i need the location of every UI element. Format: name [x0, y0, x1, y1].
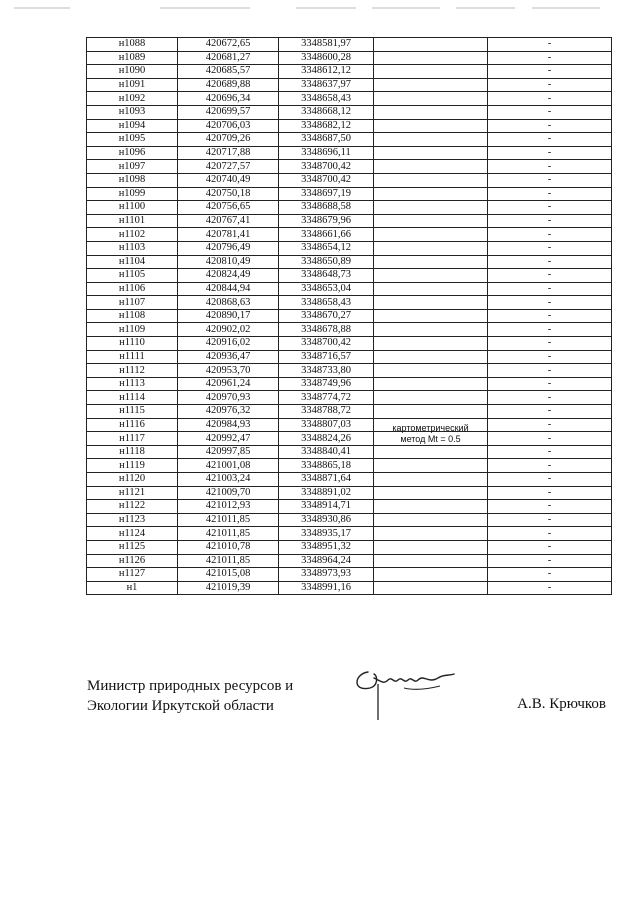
error-value-cell: - — [488, 554, 612, 568]
error-value-cell: - — [488, 540, 612, 554]
signer-position — [87, 676, 293, 716]
table-row — [87, 473, 612, 487]
error-value-cell: - — [488, 105, 612, 119]
table-row — [87, 269, 612, 283]
method-cell — [374, 309, 488, 323]
error-value-cell: - — [488, 445, 612, 459]
error-value-cell: - — [488, 146, 612, 160]
method-cell — [374, 473, 488, 487]
x-coordinate-cell: 420997,85 — [178, 445, 279, 459]
error-value-cell: - — [488, 296, 612, 310]
table-row — [87, 228, 612, 242]
y-coordinate-cell: 3348700,42 — [279, 337, 374, 351]
table-row — [87, 377, 612, 391]
point-name-cell: н1116 — [87, 418, 178, 432]
point-name-cell: н1091 — [87, 78, 178, 92]
signer-name: А.В. Крючков — [517, 696, 606, 712]
error-value-cell: - — [488, 65, 612, 79]
x-coordinate-cell: 421011,85 — [178, 554, 279, 568]
table-row — [87, 459, 612, 473]
x-coordinate-cell: 421009,70 — [178, 486, 279, 500]
method-label-line-1: картометрический — [392, 423, 469, 434]
y-coordinate-cell: 3348700,42 — [279, 160, 374, 174]
y-coordinate-cell: 3348991,16 — [279, 581, 374, 595]
x-coordinate-cell: 420976,32 — [178, 405, 279, 419]
point-name-cell: н1112 — [87, 364, 178, 378]
x-coordinate-cell: 420706,03 — [178, 119, 279, 133]
point-name-cell: н1102 — [87, 228, 178, 242]
table-row — [87, 405, 612, 419]
method-cell — [374, 459, 488, 473]
error-value-cell: - — [488, 160, 612, 174]
x-coordinate-cell: 420936,47 — [178, 350, 279, 364]
x-coordinate-cell: 420685,57 — [178, 65, 279, 79]
table-row — [87, 540, 612, 554]
point-name-cell: н1122 — [87, 500, 178, 514]
y-coordinate-cell: 3348935,17 — [279, 527, 374, 541]
x-coordinate-cell: 420681,27 — [178, 51, 279, 65]
x-coordinate-cell: 420750,18 — [178, 187, 279, 201]
y-coordinate-cell: 3348612,12 — [279, 65, 374, 79]
y-coordinate-cell: 3348774,72 — [279, 391, 374, 405]
x-coordinate-cell: 421010,78 — [178, 540, 279, 554]
table-row — [87, 78, 612, 92]
y-coordinate-cell: 3348716,57 — [279, 350, 374, 364]
point-name-cell: н1110 — [87, 337, 178, 351]
table-row — [87, 309, 612, 323]
x-coordinate-cell: 421011,85 — [178, 513, 279, 527]
method-cell — [374, 554, 488, 568]
method-cell — [374, 105, 488, 119]
x-coordinate-cell: 420699,57 — [178, 105, 279, 119]
coordinates-table — [86, 37, 612, 595]
y-coordinate-cell: 3348951,32 — [279, 540, 374, 554]
method-cell — [374, 500, 488, 514]
point-name-cell: н1123 — [87, 513, 178, 527]
x-coordinate-cell: 420717,88 — [178, 146, 279, 160]
table-row — [87, 581, 612, 595]
error-value-cell: - — [488, 309, 612, 323]
y-coordinate-cell: 3348840,41 — [279, 445, 374, 459]
error-value-cell: - — [488, 568, 612, 582]
error-value-cell: - — [488, 432, 612, 446]
method-cell — [374, 65, 488, 79]
method-cell — [374, 173, 488, 187]
table-row — [87, 432, 612, 446]
table-row — [87, 337, 612, 351]
x-coordinate-cell: 420953,70 — [178, 364, 279, 378]
x-coordinate-cell: 421011,85 — [178, 527, 279, 541]
error-value-cell: - — [488, 214, 612, 228]
method-cell — [374, 445, 488, 459]
method-cell — [374, 540, 488, 554]
point-name-cell: н1093 — [87, 105, 178, 119]
point-name-cell: н1100 — [87, 201, 178, 215]
table-row — [87, 105, 612, 119]
y-coordinate-cell: 3348865,18 — [279, 459, 374, 473]
point-name-cell: н1092 — [87, 92, 178, 106]
method-cell — [374, 364, 488, 378]
y-coordinate-cell: 3348930,86 — [279, 513, 374, 527]
point-name-cell: н1090 — [87, 65, 178, 79]
point-name-cell: н1118 — [87, 445, 178, 459]
method-cell — [374, 337, 488, 351]
point-name-cell: н1108 — [87, 309, 178, 323]
method-cell — [374, 78, 488, 92]
y-coordinate-cell: 3348658,43 — [279, 92, 374, 106]
table-row — [87, 146, 612, 160]
method-cell — [374, 513, 488, 527]
error-value-cell: - — [488, 282, 612, 296]
signer-position-line-2: Экологии Иркутской области — [87, 698, 274, 714]
method-cell — [374, 133, 488, 147]
point-name-cell: н1124 — [87, 527, 178, 541]
point-name-cell: н1107 — [87, 296, 178, 310]
table-row — [87, 201, 612, 215]
table-row — [87, 568, 612, 582]
signer-position-line-1: Министр природных ресурсов и — [87, 678, 294, 694]
error-value-cell: - — [488, 241, 612, 255]
y-coordinate-cell: 3348749,96 — [279, 377, 374, 391]
y-coordinate-cell: 3348670,27 — [279, 309, 374, 323]
table-row — [87, 527, 612, 541]
error-value-cell: - — [488, 473, 612, 487]
x-coordinate-cell: 420992,47 — [178, 432, 279, 446]
y-coordinate-cell: 3348682,12 — [279, 119, 374, 133]
y-coordinate-cell: 3348687,50 — [279, 133, 374, 147]
table-row — [87, 160, 612, 174]
point-name-cell: н1105 — [87, 269, 178, 283]
method-cell — [374, 391, 488, 405]
table-row — [87, 391, 612, 405]
method-label-line-2: метод Mt = 0.5 — [400, 434, 461, 445]
y-coordinate-cell: 3348824,26 — [279, 432, 374, 446]
x-coordinate-cell: 420781,41 — [178, 228, 279, 242]
table-row — [87, 65, 612, 79]
method-cell — [374, 486, 488, 500]
y-coordinate-cell: 3348648,73 — [279, 269, 374, 283]
point-name-cell: н1089 — [87, 51, 178, 65]
table-row — [87, 241, 612, 255]
y-coordinate-cell: 3348650,89 — [279, 255, 374, 269]
point-name-cell: н1121 — [87, 486, 178, 500]
point-name-cell: н1111 — [87, 350, 178, 364]
point-name-cell: н1104 — [87, 255, 178, 269]
handwritten-signature — [348, 664, 458, 724]
method-cell — [374, 92, 488, 106]
x-coordinate-cell: 421012,93 — [178, 500, 279, 514]
x-coordinate-cell: 420984,93 — [178, 418, 279, 432]
point-name-cell: н1098 — [87, 173, 178, 187]
x-coordinate-cell: 420970,93 — [178, 391, 279, 405]
table-row — [87, 214, 612, 228]
point-name-cell: н1119 — [87, 459, 178, 473]
y-coordinate-cell: 3348973,93 — [279, 568, 374, 582]
method-cell — [374, 51, 488, 65]
x-coordinate-cell: 420767,41 — [178, 214, 279, 228]
y-coordinate-cell: 3348688,58 — [279, 201, 374, 215]
error-value-cell: - — [488, 513, 612, 527]
x-coordinate-cell: 420756,65 — [178, 201, 279, 215]
method-cell — [374, 38, 488, 52]
x-coordinate-cell: 421019,39 — [178, 581, 279, 595]
method-cell — [374, 201, 488, 215]
y-coordinate-cell: 3348696,11 — [279, 146, 374, 160]
x-coordinate-cell: 420689,88 — [178, 78, 279, 92]
y-coordinate-cell: 3348653,04 — [279, 282, 374, 296]
method-cell — [374, 214, 488, 228]
table-row — [87, 486, 612, 500]
error-value-cell: - — [488, 486, 612, 500]
y-coordinate-cell: 3348733,80 — [279, 364, 374, 378]
error-value-cell: - — [488, 255, 612, 269]
x-coordinate-cell: 421015,08 — [178, 568, 279, 582]
y-coordinate-cell: 3348871,64 — [279, 473, 374, 487]
x-coordinate-cell: 421001,08 — [178, 459, 279, 473]
table-row — [87, 173, 612, 187]
table-row — [87, 296, 612, 310]
table-row — [87, 119, 612, 133]
point-name-cell: н1094 — [87, 119, 178, 133]
method-cell — [374, 160, 488, 174]
method-cell — [374, 228, 488, 242]
error-value-cell: - — [488, 323, 612, 337]
x-coordinate-cell: 420796,49 — [178, 241, 279, 255]
method-cell — [374, 119, 488, 133]
x-coordinate-cell: 420902,02 — [178, 323, 279, 337]
point-name-cell: н1097 — [87, 160, 178, 174]
table-row — [87, 92, 612, 106]
method-cell — [374, 527, 488, 541]
error-value-cell: - — [488, 459, 612, 473]
error-value-cell: - — [488, 337, 612, 351]
table-row — [87, 255, 612, 269]
y-coordinate-cell: 3348678,88 — [279, 323, 374, 337]
table-row — [87, 445, 612, 459]
error-value-cell: - — [488, 377, 612, 391]
method-cell — [374, 241, 488, 255]
y-coordinate-cell: 3348637,97 — [279, 78, 374, 92]
error-value-cell: - — [488, 173, 612, 187]
y-coordinate-cell: 3348697,19 — [279, 187, 374, 201]
error-value-cell: - — [488, 527, 612, 541]
error-value-cell: - — [488, 581, 612, 595]
y-coordinate-cell: 3348679,96 — [279, 214, 374, 228]
point-name-cell: н1 — [87, 581, 178, 595]
method-cell — [374, 296, 488, 310]
method-cell — [374, 323, 488, 337]
point-name-cell: н1117 — [87, 432, 178, 446]
point-name-cell: н1088 — [87, 38, 178, 52]
error-value-cell: - — [488, 51, 612, 65]
y-coordinate-cell: 3348700,42 — [279, 173, 374, 187]
y-coordinate-cell: 3348914,71 — [279, 500, 374, 514]
error-value-cell: - — [488, 350, 612, 364]
error-value-cell: - — [488, 133, 612, 147]
x-coordinate-cell: 420824,49 — [178, 269, 279, 283]
point-name-cell: н1126 — [87, 554, 178, 568]
y-coordinate-cell: 3348964,24 — [279, 554, 374, 568]
coordinates-table-body — [87, 38, 612, 595]
table-row — [87, 500, 612, 514]
y-coordinate-cell: 3348807,03 — [279, 418, 374, 432]
point-name-cell: н1103 — [87, 241, 178, 255]
error-value-cell: - — [488, 418, 612, 432]
method-cell — [374, 377, 488, 391]
error-value-cell: - — [488, 119, 612, 133]
point-name-cell: н1101 — [87, 214, 178, 228]
point-name-cell: н1127 — [87, 568, 178, 582]
point-name-cell: н1096 — [87, 146, 178, 160]
y-coordinate-cell: 3348654,12 — [279, 241, 374, 255]
point-name-cell: н1099 — [87, 187, 178, 201]
x-coordinate-cell: 420727,57 — [178, 160, 279, 174]
method-cell — [374, 568, 488, 582]
x-coordinate-cell: 420672,65 — [178, 38, 279, 52]
table-row — [87, 133, 612, 147]
x-coordinate-cell: 420961,24 — [178, 377, 279, 391]
x-coordinate-cell: 420709,26 — [178, 133, 279, 147]
method-cell — [374, 581, 488, 595]
point-name-cell: н1125 — [87, 540, 178, 554]
x-coordinate-cell: 420868,63 — [178, 296, 279, 310]
method-cell — [374, 187, 488, 201]
table-row — [87, 554, 612, 568]
y-coordinate-cell: 3348661,66 — [279, 228, 374, 242]
error-value-cell: - — [488, 500, 612, 514]
error-value-cell: - — [488, 201, 612, 215]
x-coordinate-cell: 420810,49 — [178, 255, 279, 269]
point-name-cell: н1106 — [87, 282, 178, 296]
table-row — [87, 51, 612, 65]
error-value-cell: - — [488, 405, 612, 419]
table-row — [87, 282, 612, 296]
scan-header-marks — [0, 0, 640, 14]
error-value-cell: - — [488, 269, 612, 283]
method-cell — [374, 423, 488, 446]
error-value-cell: - — [488, 38, 612, 52]
point-name-cell: н1095 — [87, 133, 178, 147]
y-coordinate-cell: 3348581,97 — [279, 38, 374, 52]
table-row — [87, 187, 612, 201]
point-name-cell: н1113 — [87, 377, 178, 391]
method-cell — [374, 269, 488, 283]
y-coordinate-cell: 3348668,12 — [279, 105, 374, 119]
y-coordinate-cell: 3348600,28 — [279, 51, 374, 65]
method-cell — [374, 405, 488, 419]
error-value-cell: - — [488, 187, 612, 201]
error-value-cell: - — [488, 78, 612, 92]
point-name-cell: н1109 — [87, 323, 178, 337]
x-coordinate-cell: 420844,94 — [178, 282, 279, 296]
x-coordinate-cell: 420916,02 — [178, 337, 279, 351]
method-cell — [374, 350, 488, 364]
table-row — [87, 323, 612, 337]
y-coordinate-cell: 3348658,43 — [279, 296, 374, 310]
point-name-cell: н1114 — [87, 391, 178, 405]
method-cell — [374, 255, 488, 269]
y-coordinate-cell: 3348891,02 — [279, 486, 374, 500]
table-row — [87, 364, 612, 378]
x-coordinate-cell: 420740,49 — [178, 173, 279, 187]
error-value-cell: - — [488, 228, 612, 242]
x-coordinate-cell: 420890,17 — [178, 309, 279, 323]
point-name-cell: н1120 — [87, 473, 178, 487]
point-name-cell: н1115 — [87, 405, 178, 419]
method-cell — [374, 282, 488, 296]
method-cell — [374, 146, 488, 160]
error-value-cell: - — [488, 364, 612, 378]
error-value-cell: - — [488, 92, 612, 106]
x-coordinate-cell: 421003,24 — [178, 473, 279, 487]
table-row — [87, 513, 612, 527]
table-row — [87, 38, 612, 52]
error-value-cell: - — [488, 391, 612, 405]
x-coordinate-cell: 420696,34 — [178, 92, 279, 106]
table-row — [87, 418, 612, 432]
table-row — [87, 350, 612, 364]
y-coordinate-cell: 3348788,72 — [279, 405, 374, 419]
